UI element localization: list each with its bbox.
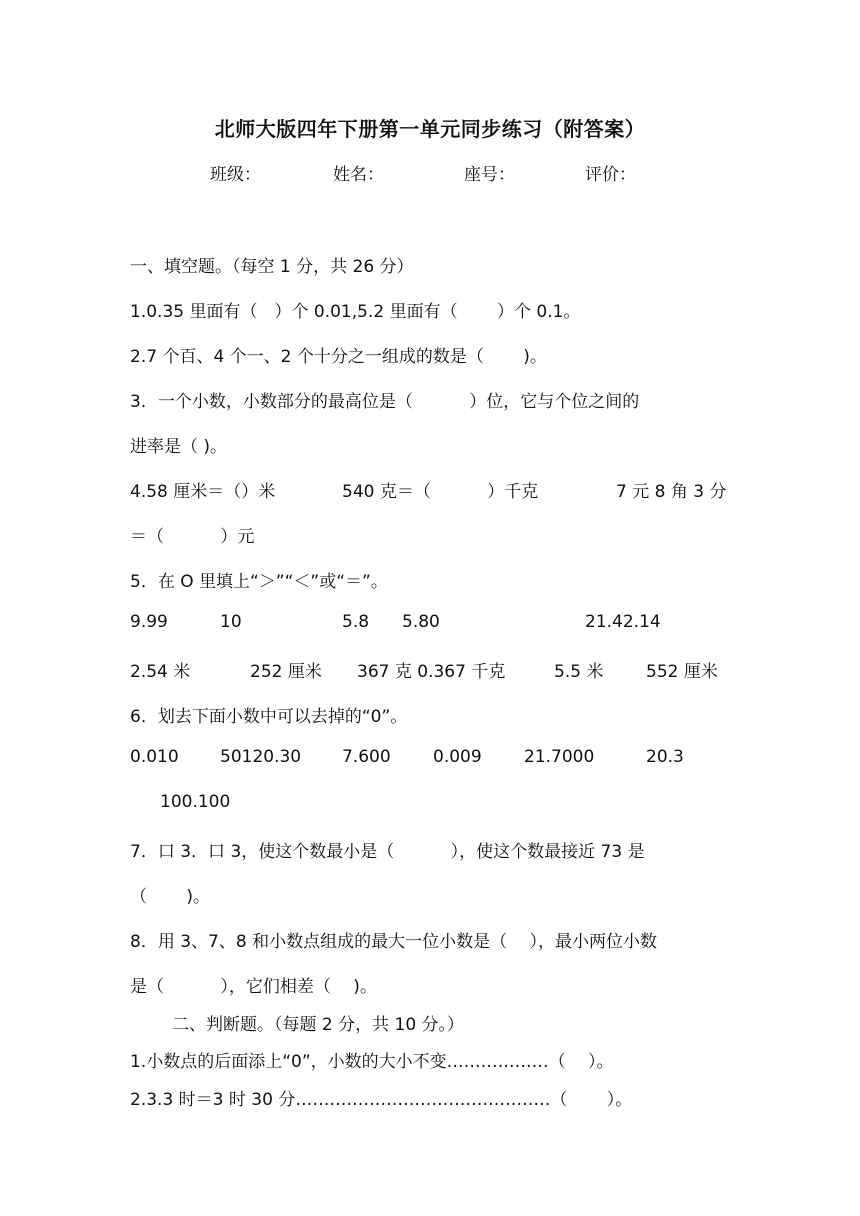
question-8-line-1: 8．用 3、7、8 和小数点组成的最大一位小数是（ ），最小两位小数 xyxy=(130,932,657,952)
question-3-line-2: 进率是（ )。 xyxy=(130,437,228,457)
section1-heading: 一、填空题。（每空 1 分，共 26 分） xyxy=(130,257,414,277)
question-5: 5．在 O 里填上“＞”“＜”或“＝”。 xyxy=(130,572,388,592)
q5-item: 367 克 0.367 千克 xyxy=(357,662,506,682)
question-4-part-a: 4.58 厘米＝（）米 xyxy=(130,482,276,502)
name-label: 姓名： xyxy=(333,165,384,185)
q5-item: 252 厘米 xyxy=(250,662,322,682)
q6-item: 7.600 xyxy=(342,747,391,767)
judgement-question-1: 1.小数点的后面添上“0”，小数的大小不变………………（ ）。 xyxy=(130,1052,614,1072)
question-1: 1.0.35 里面有（ ）个 0.01,5.2 里面有（ ）个 0.1。 xyxy=(130,302,581,322)
q5-item: 552 厘米 xyxy=(646,662,718,682)
q5-item: 5.5 米 xyxy=(554,662,604,682)
class-label: 班级： xyxy=(210,165,261,185)
q5-item: 5.8 xyxy=(342,612,370,632)
q5-item: 2.54 米 xyxy=(130,662,191,682)
q6-item: 50120.30 xyxy=(220,747,302,767)
section2-heading: 二、判断题。（每题 2 分，共 10 分。） xyxy=(172,1015,465,1035)
q6-item: 100.100 xyxy=(160,792,231,812)
q5-item: 21.42.14 xyxy=(585,612,661,632)
q6-item: 20.3 xyxy=(646,747,684,767)
seat-label: 座号： xyxy=(464,165,515,185)
q5-item: 10 xyxy=(220,612,242,632)
page-title: 北师大版四年下册第一单元同步练习（附答案） xyxy=(214,117,646,141)
question-2: 2.7 个百、4 个一、2 个十分之一组成的数是（ )。 xyxy=(130,347,547,367)
question-4-part-c: 7 元 8 角 3 分 xyxy=(616,482,727,502)
q5-item: 5.80 xyxy=(402,612,440,632)
question-6: 6．划去下面小数中可以去掉的“0”。 xyxy=(130,707,408,727)
q6-item: 0.010 xyxy=(130,747,179,767)
q6-item: 21.7000 xyxy=(524,747,595,767)
q5-item: 9.99 xyxy=(130,612,168,632)
question-8-line-2: 是（ ），它们相差（ )。 xyxy=(130,977,377,997)
question-7-line-1: 7．口 3．口 3，使这个数最小是（ ），使这个数最接近 73 是 xyxy=(130,842,645,862)
question-7-line-2: （ )。 xyxy=(130,887,211,907)
question-3-line-1: 3．一个小数，小数部分的最高位是（ ）位，它与个位之间的 xyxy=(130,392,640,412)
q6-item: 0.009 xyxy=(433,747,482,767)
question-4-line-2: ＝（ ）元 xyxy=(130,527,255,547)
judgement-question-2: 2.3.3 时＝3 时 30 分………………………………………（ ）。 xyxy=(130,1090,633,1110)
question-4-part-b: 540 克＝（ ）千克 xyxy=(342,482,539,502)
grade-label: 评价： xyxy=(585,165,636,185)
